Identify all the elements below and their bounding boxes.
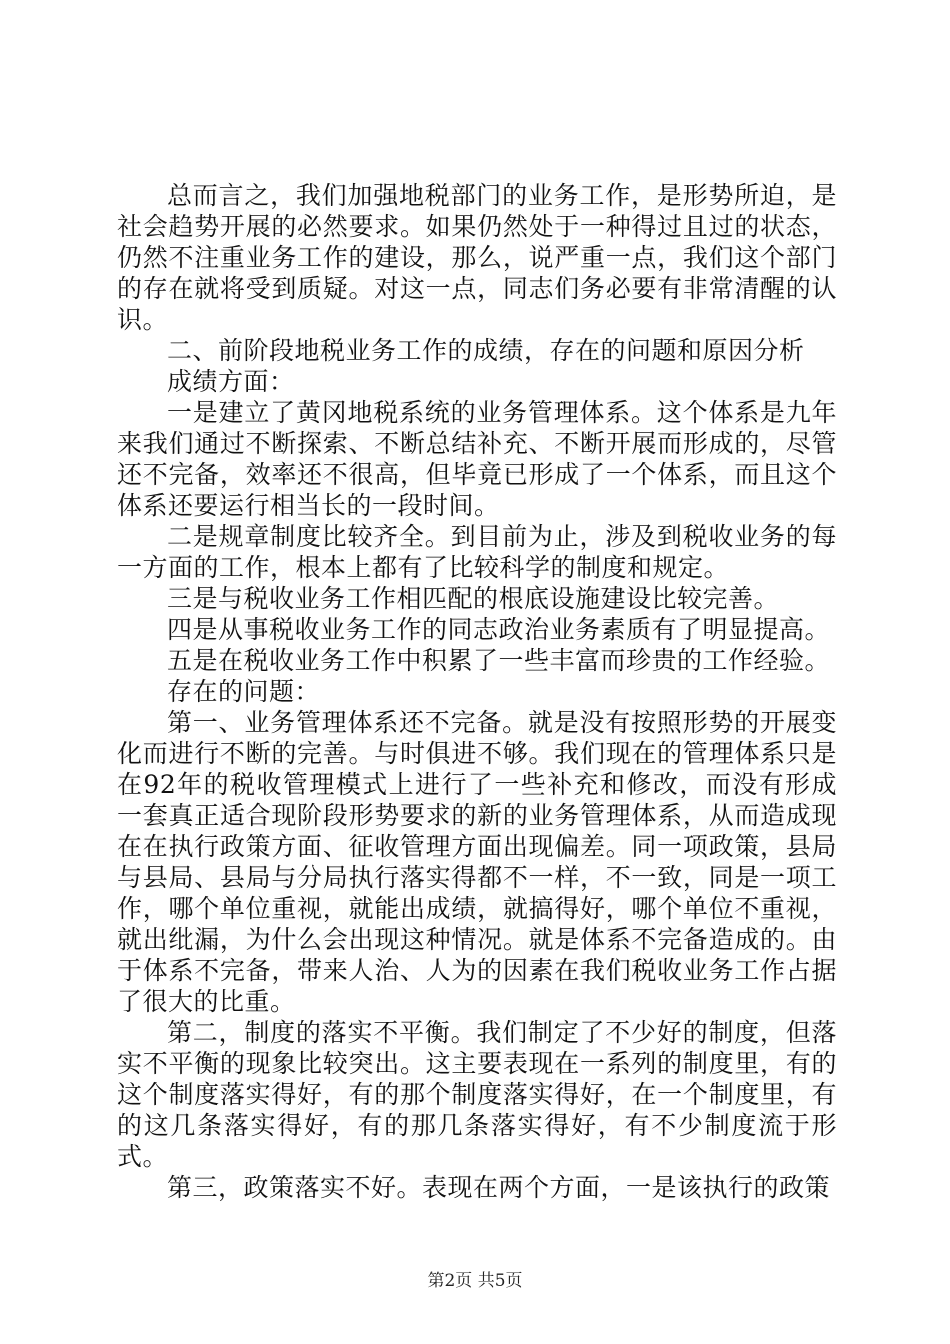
page-number: 第2页 共5页	[427, 1271, 523, 1291]
subheading-achievements: 成绩方面：	[167, 367, 295, 396]
paragraph-achievement-5: 五是在税收业务工作中积累了一些丰富而珍贵的工作经验。	[167, 646, 831, 675]
section-heading: 二、前阶段地税业务工作的成绩，存在的问题和原因分析	[167, 336, 805, 365]
paragraph-summary: 总而言之，我们加强地税部门的业务工作，是形势所迫，是社会趋势开展的必然要求。如果仍然处于一种得过且过的状态，仍然不注重业务工作的建设，那么，说严重一点，我们这个部门的存在就将受到质疑。对这一点，同志们务必要有非常清醒的认识。	[117, 181, 837, 334]
paragraph-problem-3: 第三，政策落实不好。表现在两个方面，一是该执行的政策	[167, 1173, 831, 1202]
paragraph-achievement-2: 二是规章制度比较齐全。到目前为止，涉及到税收业务的每一方面的工作，根本上都有了比较科学的制度和规定。	[117, 522, 837, 582]
paragraph-problem-1: 第一、业务管理体系还不完备。就是没有按照形势的开展变化而进行不断的完善。与时俱进不够。我们现在的管理体系只是在92年的税收管理模式上进行了一些补充和修改，而没有形成一套真正适合现阶段形势要求的新的业务管理体系，从而造成现在在执行政策方面、征收管理方面出现偏差。同一项政策，县局与县局、县局与分局执行落实得都不一样，不一致，同是一项工作，哪个单位重视，就能出成绩，就搞得好，哪个单位不重视，就出纰漏，为什么会出现这种情况。就是体系不完备造成的。由于体系不完备，带来人治、人为的因素在我们税收业务工作占据了很大的比重。	[117, 708, 837, 1016]
document-body	[117, 180, 837, 1203]
page-footer	[0, 1266, 950, 1291]
paragraph-problem-2: 第二，制度的落实不平衡。我们制定了不少好的制度，但落实不平衡的现象比较突出。这主要表现在一系列的制度里，有的这个制度落实得好，有的那个制度落实得好，在一个制度里，有的这几条落实得好，有的那几条落实得好，有不少制度流于形式。	[117, 1018, 837, 1171]
paragraph-achievement-4: 四是从事税收业务工作的同志政治业务素质有了明显提高。	[167, 615, 831, 644]
paragraph-achievement-3: 三是与税收业务工作相匹配的根底设施建设比较完善。	[167, 584, 780, 613]
paragraph-achievement-1: 一是建立了黄冈地税系统的业务管理体系。这个体系是九年来我们通过不断探索、不断总结补充、不断开展而形成的，尽管还不完备，效率还不很高，但毕竟已形成了一个体系，而且这个体系还要运行相当长的一段时间。	[117, 398, 837, 520]
subheading-problems: 存在的问题：	[167, 677, 321, 706]
